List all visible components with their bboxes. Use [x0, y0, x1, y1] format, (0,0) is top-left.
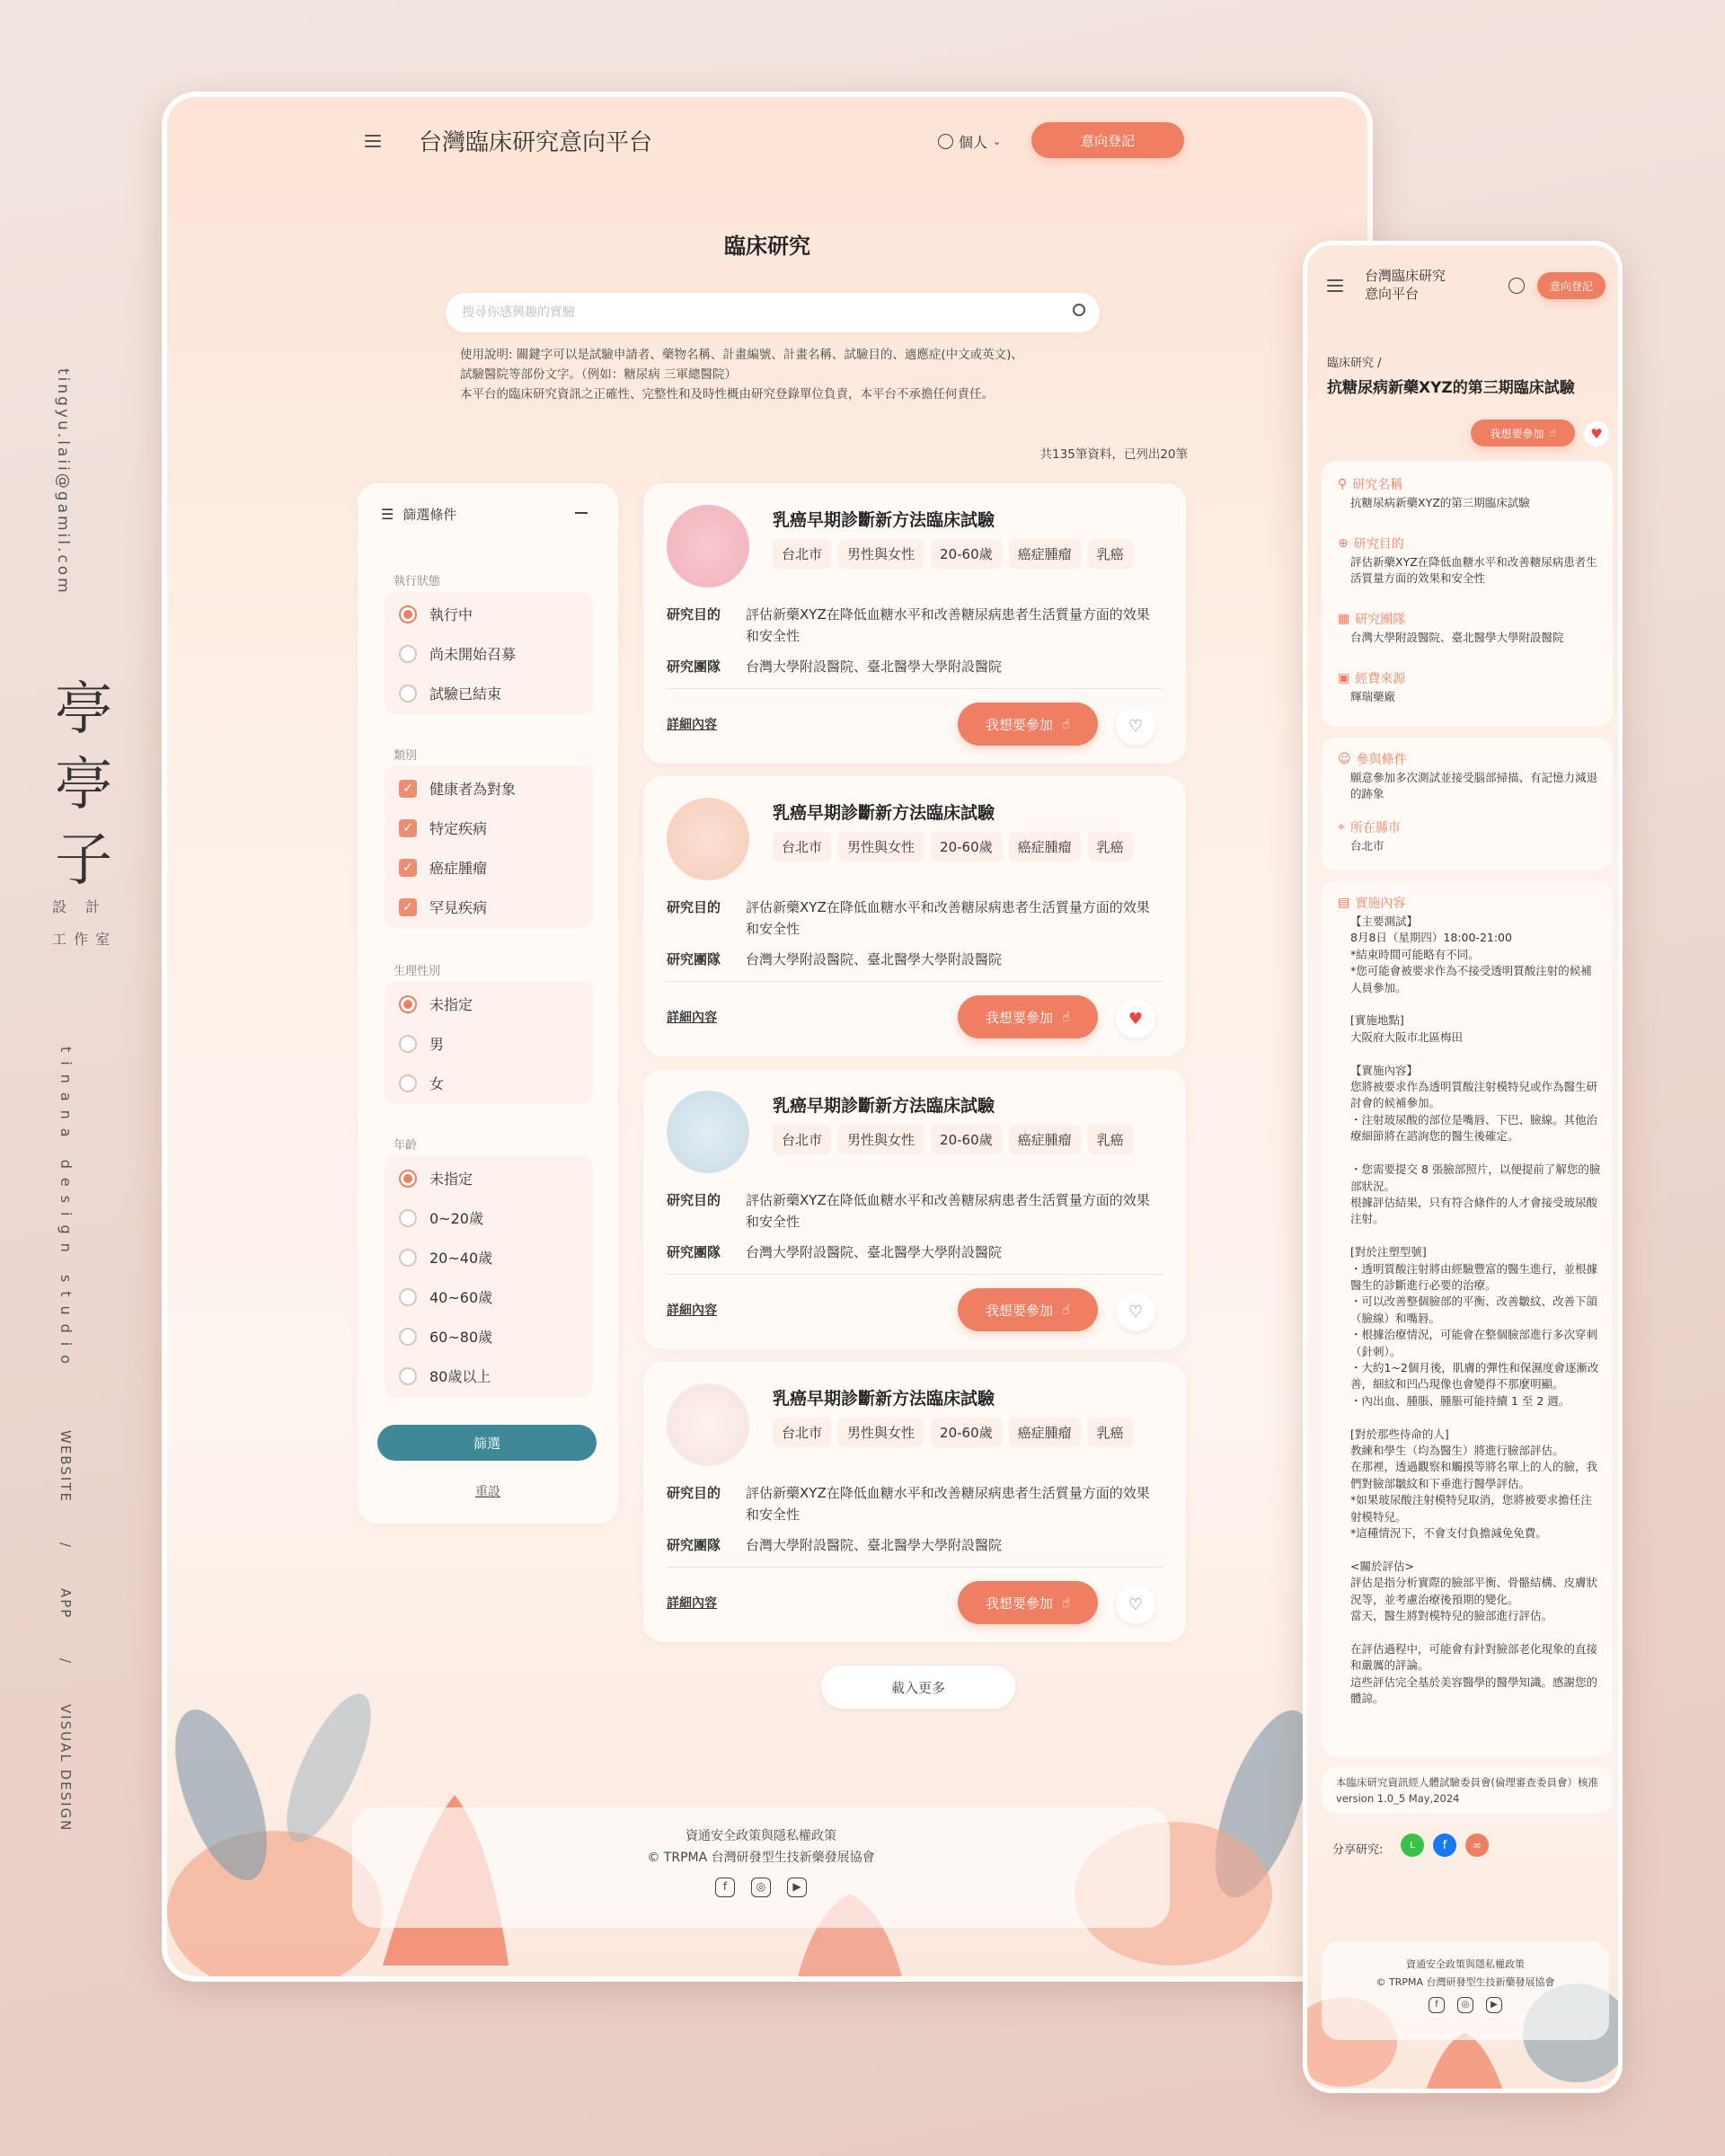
option-category-disease[interactable]: ✓ 特定疾病: [399, 817, 487, 838]
section-body: 台灣大學附設醫院、臺北醫學大學附設醫院: [1350, 631, 1564, 644]
chevron-down-icon: ⌄: [993, 136, 1002, 147]
join-button[interactable]: 我想要參加 ☝: [958, 995, 1098, 1038]
trial-purpose: 研究目的 評估新藥XYZ在降低血糖水平和改善糖尿病患者生活質量方面的效果和安全性: [667, 1192, 1150, 1230]
trial-title[interactable]: 乳癌早期診斷新方法臨床試驗: [773, 1096, 995, 1116]
register-button[interactable]: 意向登記: [1537, 272, 1606, 299]
tag: 20-60歲: [931, 1125, 1002, 1154]
implementation-body: 【主要測試】 8月8日（星期四）18:00-21:00 *結束時間可能略有不同。 *您可能會被要求作為不接受透明質酸注射的候補人員參加。 [實施地點] 大阪府大阪市北區梅田 【實施內容】 您將被要求作為透明質酸注射模特兒或作為醫生研討會的候補參加。 ・注射玻尿酸的部位是嘴唇、下巴、臉線。其他治療細節將在諮詢您的醫生後確定。 ・您需要提交 8 張臉部照片，以便提前了解您的臉部狀況。 根據評估結果，只有符合條件的人才會接受玻尿酸注射。 [對於注塑型號] ・透明質酸注射將由經驗豐富的醫生進行，並根據醫生的診斷進行必要的治療。 ・可以改善整個臉部的平衡、改善皺紋、改善下頜（臉線）和嘴唇。 ・根據治療情況，可能會在整個臉部進行多次穿刺（針刺）。 ・大約1~2個月後，肌膚的彈性和保濕度會逐漸改善，細紋和凹凸現像也會變得不那麼明顯。 ・內出血、腫脹、腫脹可能持續 1 至 2 週。 [對於那些待命的人] 教練和學生（均為醫生）將進行臉部評估。 在那裡，透過觀察和觸摸等將名單上的人的臉，我們對臉部皺紋和下垂進行醫學評估。 *如果玻尿酸注射模特兒取消，您將被要求擔任注射模特兒。 *這種情況下，不會支付負擔減免免費。 <關於評估> 評估是指分析實際的臉部平衡、骨骼結構、皮膚狀況等，並考慮治療後預期的變化。 當天，醫生將對模特兒的臉部進行評估。 在評估過程中，可能會有針對臉部老化現象的直接和嚴厲的評論。 這些評估完全基於美容醫學的醫學知識。感謝您的體諒。: [1350, 915, 1601, 1706]
tag: 男性與女性: [838, 1125, 924, 1154]
divider: [667, 981, 1163, 982]
heart-icon[interactable]: ♥: [1116, 999, 1155, 1038]
tag: 癌症腫瘤: [1009, 1125, 1081, 1154]
hand-pointer-icon: ☝: [1061, 1009, 1071, 1025]
option-age-0-20[interactable]: 0~20歲: [399, 1207, 483, 1228]
section-title: ⚲ 研究名稱: [1338, 477, 1403, 492]
checkbox-icon: ✓: [399, 898, 417, 916]
option-sex-unspecified[interactable]: 未指定: [399, 994, 473, 1014]
radio-icon: [399, 995, 417, 1013]
load-more-button[interactable]: 載入更多: [821, 1666, 1015, 1709]
trial-purpose: 研究目的 評估新藥XYZ在降低血糖水平和改善糖尿病患者生活質量方面的效果和安全性: [667, 606, 1150, 644]
section-title: ⌖ 所在縣市: [1338, 820, 1401, 835]
status-options: [385, 591, 593, 715]
trial-card: [643, 776, 1186, 1056]
money-icon: ▣: [1338, 671, 1350, 685]
copyright: © TRPMA 台灣研發型生技新藥發展協會: [1376, 1976, 1555, 1988]
trial-card: [643, 1069, 1186, 1349]
option-age-40-60[interactable]: 40~60歲: [399, 1286, 492, 1307]
tag: 乳癌: [1088, 1418, 1133, 1447]
tag: 台北市: [773, 1125, 831, 1154]
option-age-80-plus[interactable]: 80歲以上: [399, 1365, 491, 1386]
lungs-illustration: [667, 1383, 749, 1466]
tag: 男性與女性: [838, 539, 924, 569]
study-info-card: [1322, 461, 1613, 727]
target-icon: ⊕: [1338, 536, 1349, 551]
person-icon: ⚲: [1338, 477, 1348, 491]
section-title: ☺ 參與條件: [1338, 752, 1407, 767]
option-sex-female[interactable]: 女: [399, 1073, 444, 1093]
youtube-icon[interactable]: ▶: [787, 1878, 807, 1897]
trial-tags: [773, 539, 1133, 569]
share-label: 分享研究:: [1332, 1843, 1384, 1857]
option-category-rare[interactable]: ✓ 罕見疾病: [399, 897, 487, 917]
section-body: 評估新藥XYZ在降低血糖水平和改善糖尿病患者生活質量方面的效果和安全性: [1350, 555, 1597, 585]
menu-icon[interactable]: [1327, 279, 1343, 292]
facebook-icon[interactable]: f: [1429, 1997, 1445, 2013]
user-icon[interactable]: [1508, 278, 1525, 294]
group-label-status: 執行狀態: [394, 575, 441, 588]
option-status-not-started[interactable]: 尚未開始召募: [399, 643, 516, 664]
trial-team: 研究團隊 台灣大學附設醫院、臺北醫學大學附設醫院: [667, 1244, 1003, 1260]
section-body: 台北市: [1350, 839, 1384, 853]
tag: 癌症腫瘤: [1009, 539, 1081, 569]
tag: 男性與女性: [838, 832, 924, 862]
result-count: 共135筆資料，已列出20筆: [1039, 447, 1188, 462]
hand-pointer-icon: ☝: [1061, 1302, 1071, 1318]
hand-pointer-icon: ☝: [1549, 427, 1556, 439]
age-options: [385, 1155, 593, 1398]
heart-icon[interactable]: ♡: [1116, 1292, 1155, 1331]
trial-title[interactable]: 乳癌早期診斷新方法臨床試驗: [773, 803, 995, 823]
tag: 20-60歲: [931, 832, 1002, 862]
group-label-sex: 生理性別: [394, 965, 441, 978]
desktop-mockup: [162, 92, 1373, 1982]
trial-title[interactable]: 乳癌早期診斷新方法臨床試驗: [773, 1389, 995, 1409]
tag: 20-60歲: [931, 539, 1002, 569]
trial-team: 研究團隊 台灣大學附設醫院、臺北醫學大學附設醫院: [667, 1537, 1003, 1553]
join-button[interactable]: 我想要參加 ☝: [958, 1581, 1098, 1624]
site-title[interactable]: 台灣臨床研究意向平台: [419, 129, 653, 156]
option-category-healthy[interactable]: ✓ 健康者為對象: [399, 778, 516, 799]
radio-icon: [399, 1170, 417, 1188]
detail-link[interactable]: 詳細內容: [667, 1596, 717, 1611]
trial-tags: [773, 1125, 1133, 1154]
trial-card: [643, 483, 1186, 764]
search-icon[interactable]: [1073, 304, 1085, 316]
filter-panel: [358, 483, 618, 1524]
mobile-mockup: [1303, 241, 1623, 2093]
radio-icon: [399, 1288, 417, 1306]
option-age-unspecified[interactable]: 未指定: [399, 1168, 473, 1188]
join-button[interactable]: 我想要參加 ☝: [1471, 420, 1575, 446]
location-icon: ⌖: [1338, 820, 1345, 835]
detail-link[interactable]: 詳細內容: [667, 718, 717, 732]
studio-subtitle: 設 計 工作室: [52, 898, 118, 948]
personal-label: 個人: [959, 134, 988, 151]
instagram-icon[interactable]: ◎: [1457, 1997, 1473, 2013]
trial-purpose: 研究目的 評估新藥XYZ在降低血糖水平和改善糖尿病患者生活質量方面的效果和安全性: [667, 899, 1150, 937]
option-age-20-40[interactable]: 20~40歲: [399, 1247, 492, 1268]
usage-help: 使用說明: 關鍵字可以是試驗申請者、藥物名稱、計畫編號、計畫名稱、試驗目的、適應症(中文或英文)、 試驗醫院等部份文字。（例如：糖尿病 三軍總醫院） 本平台的臨床研究資訊之正確性、完整性和及時性概由研究登錄單位負責，本平台不承擔任何責任。: [460, 348, 1023, 402]
trial-title[interactable]: 乳癌早期診斷新方法臨床試驗: [773, 510, 995, 530]
implementation-card: [1322, 881, 1613, 1756]
plant-illustration: [667, 798, 749, 880]
user-icon: [938, 134, 953, 149]
line-icon[interactable]: L: [1401, 1833, 1424, 1857]
privacy-policy-link[interactable]: 資通安全政策與隱私權政策: [686, 1829, 836, 1843]
radio-icon: [399, 645, 417, 663]
radio-icon: [399, 605, 417, 623]
search-bar: [446, 293, 1100, 332]
radio-icon: [399, 1249, 417, 1267]
reset-filter-link[interactable]: 重設: [475, 1485, 500, 1499]
minus-icon[interactable]: [575, 512, 588, 514]
detail-link[interactable]: 詳細內容: [667, 1011, 717, 1025]
tag: 癌症腫瘤: [1009, 1418, 1081, 1447]
facebook-icon[interactable]: f: [715, 1878, 735, 1897]
approval-card: [1322, 1767, 1613, 1814]
apply-filter-button[interactable]: 篩選: [377, 1425, 597, 1461]
service-tags: WEBSITE/APP/VISUAL DESIGN: [58, 1430, 74, 1833]
radio-icon: [399, 1328, 417, 1346]
hospital-icon: ▦: [1338, 612, 1350, 626]
page-title: 臨床研究: [724, 234, 810, 259]
option-status-running[interactable]: 執行中: [399, 604, 473, 624]
group-label-category: 類別: [394, 749, 418, 763]
sex-options: [385, 981, 593, 1105]
tag: 乳癌: [1088, 1125, 1133, 1154]
tag: 男性與女性: [838, 1418, 924, 1447]
studio-logo: 亭 亭 子: [55, 676, 112, 894]
tag: 台北市: [773, 832, 831, 862]
breadcrumb[interactable]: 臨床研究 /: [1327, 357, 1382, 370]
option-status-ended[interactable]: 試驗已結束: [399, 683, 501, 703]
checkbox-icon: ✓: [399, 859, 417, 877]
checkbox-icon: ✓: [399, 780, 417, 798]
copyright: © TRPMA 台灣研發型生技新藥發展協會: [647, 1851, 875, 1865]
search-input[interactable]: [446, 293, 1039, 332]
instagram-icon[interactable]: ◎: [751, 1878, 771, 1897]
filter-icon: ☰: [381, 506, 394, 523]
ribbon-illustration: [667, 505, 749, 588]
radio-icon: [399, 1367, 417, 1385]
section-body: 願意參加多次測試並接受腦部掃描、有記憶力減退的跡象: [1350, 771, 1598, 800]
join-button[interactable]: 我想要參加 ☝: [958, 1288, 1098, 1331]
youtube-icon[interactable]: ▶: [1486, 1997, 1502, 2013]
section-title: ▤ 實施內容: [1338, 896, 1406, 911]
radio-icon: [399, 1035, 417, 1053]
group-label-age: 年齡: [394, 1139, 418, 1153]
detail-link[interactable]: 詳細內容: [667, 1303, 717, 1318]
join-button[interactable]: 我想要參加 ☝: [958, 702, 1098, 746]
trial-team: 研究團隊 台灣大學附設醫院、臺北醫學大學附設醫院: [667, 658, 1003, 675]
hand-pointer-icon: ☝: [1061, 716, 1071, 732]
tag: 乳癌: [1088, 832, 1133, 862]
tag: 癌症腫瘤: [1009, 832, 1081, 862]
section-title: ▦ 研究團隊: [1338, 612, 1406, 627]
filter-header: [381, 505, 456, 524]
tag: 乳癌: [1088, 539, 1133, 569]
page-title: 抗糖尿病新藥XYZ的第三期臨床試驗: [1327, 379, 1575, 397]
trial-purpose: 研究目的 評估新藥XYZ在降低血糖水平和改善糖尿病患者生活質量方面的效果和安全性: [667, 1485, 1150, 1523]
menu-icon[interactable]: [365, 135, 381, 147]
radio-icon: [399, 1209, 417, 1227]
studio-name: tinana design studio: [58, 1047, 75, 1373]
tag: 台北市: [773, 1418, 831, 1447]
heart-icon[interactable]: ♡: [1116, 1585, 1155, 1624]
option-sex-male[interactable]: 男: [399, 1033, 444, 1054]
filter-title: 篩選條件: [402, 507, 457, 523]
category-options: [385, 765, 593, 929]
facebook-icon[interactable]: f: [1433, 1833, 1456, 1857]
trial-tags: [773, 1418, 1133, 1447]
option-category-cancer[interactable]: ✓ 癌症腫瘤: [399, 857, 487, 878]
hand-pointer-icon: ☝: [1061, 1595, 1071, 1611]
checkbox-icon: ✓: [399, 819, 417, 837]
approval-text: 本臨床研究資訊經人體試驗委員會(倫理審查委員會）核准 version 1.0_5 May,2024: [1336, 1776, 1598, 1805]
trial-team: 研究團隊 台灣大學附設醫院、臺北醫學大學附設醫院: [667, 951, 1003, 968]
tag: 台北市: [773, 539, 831, 569]
option-age-60-80[interactable]: 60~80歲: [399, 1326, 492, 1347]
site-title[interactable]: 台灣臨床研究 意向平台: [1365, 268, 1446, 302]
user-circle-icon: ☺: [1338, 752, 1351, 766]
trial-tags: [773, 832, 1133, 862]
dna-illustration: [667, 1091, 749, 1173]
section-body: 抗糖尿病新藥XYZ的第三期臨床試驗: [1350, 496, 1530, 509]
personal-menu[interactable]: [938, 131, 1001, 152]
register-button[interactable]: 意向登記: [1031, 122, 1184, 158]
eligibility-card: [1322, 738, 1613, 870]
site-footer: [1322, 1941, 1609, 2040]
section-title: ▣ 經費來源: [1338, 671, 1406, 686]
link-icon[interactable]: ∞: [1465, 1833, 1489, 1857]
radio-icon: [399, 685, 417, 702]
section-title: ⊕ 研究目的: [1338, 536, 1404, 552]
divider: [667, 1567, 1163, 1568]
divider: [667, 1274, 1163, 1275]
tag: 20-60歲: [931, 1418, 1002, 1447]
designer-email: tingyu.laii@gamil.com: [54, 368, 72, 596]
privacy-policy-link[interactable]: 資通安全政策與隱私權政策: [1406, 1958, 1525, 1970]
divider: [667, 688, 1163, 689]
radio-icon: [399, 1074, 417, 1092]
site-footer: [352, 1807, 1170, 1928]
clipboard-icon: ▤: [1338, 896, 1350, 910]
heart-icon[interactable]: ♥: [1584, 421, 1609, 446]
section-body: 輝瑞藥廠: [1350, 690, 1396, 703]
heart-icon[interactable]: ♡: [1116, 706, 1155, 746]
